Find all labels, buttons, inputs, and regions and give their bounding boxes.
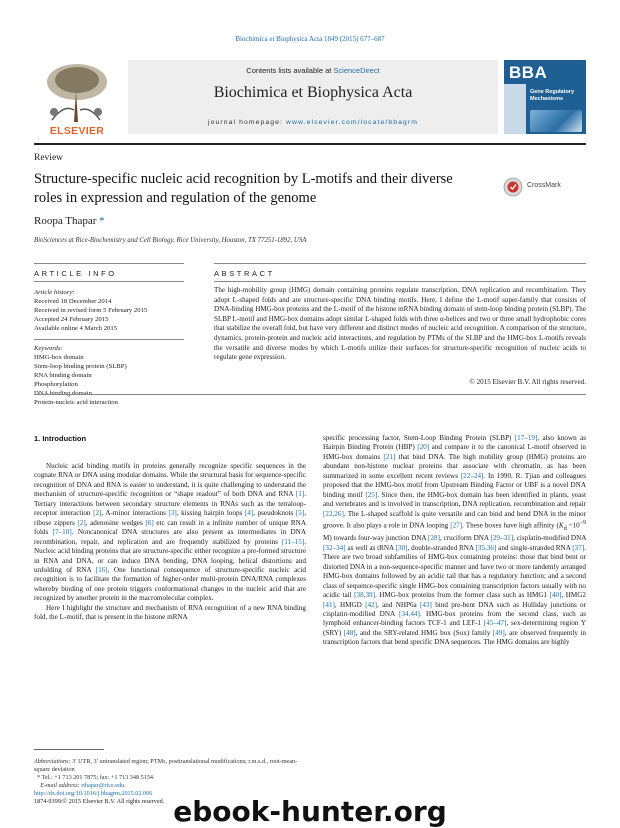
body-text: , cruciform DNA <box>439 534 491 543</box>
body-text: , ribose zippers <box>34 509 306 527</box>
citation-ref[interactable]: [42] <box>365 600 378 609</box>
citation-ref[interactable]: [21] <box>383 452 396 461</box>
body-text: , sex-determining region Y (SRY) <box>323 619 586 637</box>
body-text: ~10 <box>566 521 580 530</box>
body-text: . HMG-box proteins from the former class such as HMG1 <box>374 591 550 600</box>
citation-ref[interactable]: [17–19] <box>514 434 538 442</box>
introduction-heading: 1. Introduction <box>34 434 87 443</box>
citation-ref[interactable]: [25] <box>365 490 378 499</box>
history-item: Accepted 24 February 2015 <box>34 316 109 323</box>
citation-ref[interactable]: [3] <box>168 509 177 518</box>
crossmark-icon <box>503 177 523 197</box>
body-text: M) towards four-way junction DNA <box>323 534 429 543</box>
author-affiliation: BioSciences at Rice-Biochemistry and Cell Biology, Rice University, Houston, TX 77251-1892, USA <box>34 237 307 244</box>
corresponding-footnote: * Tel.: +1 713 201 7875; fax: +1 713 348 5154. <box>34 774 155 781</box>
keyword-item: Stem-loop binding protein (SLBP) <box>34 363 127 370</box>
journal-title: Biochimica et Biophysica Acta <box>213 84 413 101</box>
body-text: and single-stranded RNA <box>496 543 573 552</box>
elsevier-wordmark: ELSEVIER <box>49 125 105 137</box>
cover-side-strip <box>504 84 526 134</box>
abbreviations-footnote: Abbreviations: 3′ UTR, 3′ untranslated region; PTMs, posttranslational modifications; r.m.s.d., root-mean-square deviation <box>34 758 298 773</box>
body-text: , HMGD <box>334 600 366 609</box>
intro-paragraph-continued <box>323 434 586 648</box>
italic-text: K <box>558 521 564 530</box>
abstract-end-rule <box>34 394 586 395</box>
keyword-item: Phosphorylation <box>34 381 78 388</box>
article-type: Review <box>34 153 64 163</box>
body-text: . These boxes have high affinity ( <box>462 521 559 530</box>
body-text: , HMG2 <box>561 591 587 600</box>
article-info-block <box>34 288 184 407</box>
corresponding-author-mark[interactable]: * <box>96 215 105 227</box>
body-text: , double-stranded RNA <box>407 543 476 552</box>
citation-ref[interactable]: [41] <box>323 600 335 609</box>
abstract-heading: ABSTRACT <box>214 269 275 278</box>
article-info-rule-bottom <box>34 281 184 282</box>
body-text: as well as tRNA <box>345 543 396 552</box>
citation-ref[interactable]: [35,36] <box>475 543 497 552</box>
body-text: , kissing hairpin loops <box>176 509 245 518</box>
history-item: Received in revised form 5 February 2015 <box>34 307 148 314</box>
body-column-left <box>34 462 306 623</box>
citation-ref[interactable]: [29–31] <box>490 534 514 543</box>
body-text: and compare it to the canonical L-motif observed in HMG-box domains <box>323 443 586 461</box>
keywords-label: Keywords: <box>34 345 63 352</box>
cover-title: BBA <box>509 63 548 82</box>
keywords-divider <box>34 339 184 340</box>
journal-homepage: journal homepage: www.elsevier.com/locate/bbagrm <box>208 119 418 126</box>
body-text: , adenosine wedges <box>85 518 146 527</box>
abstract-text: The high-mobility group (HMG) domain containing proteins regulate transcription, DNA replication and recombination. They adopt L-shaped folds and are structure-specific DNA binding motifs. Here, I define the L-motif super-family that consists of DNA-binding HMG-box proteins and the L-motif of the histone mRNA binding domain of stem-loop binding protein (SLBP). The SLBP L-motif and HMG-box domains adopt similar L-shaped folds with three α-helices and two or three small hydrophobic cores that stabilize the overall fold, but have very different and distinct modes of nucleic acid recognition. A comparison of the structure, dynamics, protein-protein and nucleic acid interactions, and regulation by PTMs of the SLBP and the HMG-box L-motifs reveals the versatile and diverse modes by which L-motifs utilize their surfaces for structure-specific recognition of nucleic acids to regulate gene expression. <box>214 286 586 362</box>
citation-ref[interactable]: [11–15] <box>281 537 305 546</box>
citation-ref[interactable]: [49] <box>492 628 505 637</box>
author-line <box>34 215 105 227</box>
journal-citation[interactable]: Biochimica et Biophysica Acta 1849 (2015) 677–687 <box>235 35 385 43</box>
footnote-rule <box>34 749 104 750</box>
cover-subtitle: Gene Regulatory Mechanisms <box>530 89 575 102</box>
citation-ref[interactable]: [5] <box>295 509 305 518</box>
journal-masthead <box>34 60 586 137</box>
citation-ref[interactable]: [22,26] <box>323 509 344 518</box>
citation-ref[interactable]: [40] <box>549 591 562 600</box>
body-text: . The L-shaped scaffold is quite versatile and can bind and bend DNA in the minor groove. It also plays a role in DNA looping <box>323 509 586 530</box>
journal-cover-thumbnail[interactable] <box>504 60 586 134</box>
intro-paragraph-1 <box>34 462 306 604</box>
body-text: . There are two broad subfamilies of HMG-box containing proteins: those that bind bent or distorted DNA in a non-sequence-specific manner and have two or more tandemly arranged HMG-box domains followed by an acidic tail that has a regulatory function; and a second class of sequence-specific single HMG-box containing transcription factors usually with no acidic tail <box>323 543 586 600</box>
email-link[interactable]: rthapar@rice.edu <box>81 782 125 789</box>
citation-ref[interactable]: [32–34] <box>323 543 346 552</box>
author-name[interactable]: Roopa Thapar <box>34 215 97 227</box>
citation-ref[interactable]: [37] <box>572 543 585 552</box>
body-text: . Since then, the HMG-box domain has been identified in plants, yeast and vertebrates and is involved in transcription, DNA replication, recombination and repair <box>323 490 586 509</box>
citation-ref[interactable]: [34,44] <box>399 609 420 618</box>
crossmark-badge[interactable] <box>503 177 587 197</box>
article-title: Structure-specific nucleic acid recognition by L-motifs and their diverse roles in expression and regulation of the genome <box>34 171 453 206</box>
citation-ref[interactable]: [20] <box>417 443 430 452</box>
body-text: specific processing factor, Stem-Loop Binding Protein (SLBP) <box>323 434 515 442</box>
citation-ref[interactable]: [6] <box>145 518 154 527</box>
body-text: , A-minor interactions <box>101 509 169 518</box>
citation-ref[interactable]: [27] <box>450 521 463 530</box>
body-text: , cisplatin-modified DNA <box>513 534 586 543</box>
abbreviations-label: Abbreviations: <box>34 758 71 765</box>
citation-ref[interactable]: [38,39] <box>354 591 375 600</box>
citation-ref[interactable]: [1] <box>295 490 305 499</box>
footnote-star: * <box>34 774 42 781</box>
intro-paragraph-2: Here I highlight the structure and mechanism of RNA recognition of a new RNA binding fold, the L-motif, that is present in the histone mRNA <box>34 603 306 622</box>
body-text: , pseudoknots <box>253 509 296 518</box>
masthead-banner <box>128 60 498 134</box>
citation-ref[interactable]: [30] <box>395 543 408 552</box>
sciencedirect-link[interactable]: ScienceDirect <box>333 66 380 75</box>
citation-ref[interactable]: [2] <box>77 518 86 527</box>
body-text: . HMG-box proteins from the second class, such as lymphoid enhancer-binding factors TCF-1 and LEF-1 <box>323 609 586 628</box>
history-item: Available online 4 March 2015 <box>34 325 118 332</box>
superscript-text: −9 <box>579 520 586 527</box>
doi-link[interactable]: http://dx.doi.org/10.1016/j.bbagrm.2015.02.006 <box>34 790 153 797</box>
citation-ref[interactable]: [4] <box>244 509 254 518</box>
abstract-rule-top <box>214 263 586 264</box>
body-text: , and NHP6a <box>377 600 421 609</box>
article-info-heading: ARTICLE INFO <box>34 269 117 278</box>
homepage-link[interactable]: www.elsevier.com/locate/bbagrm <box>286 119 418 126</box>
citation-ref[interactable]: [28] <box>428 534 440 543</box>
citation-ref[interactable]: [43] <box>420 600 432 609</box>
email-footnote: E-mail address: rthapar@rice.edu. <box>40 782 126 789</box>
history-item: Received 18 December 2014 <box>34 298 112 305</box>
keyword-item: Protein-nucleic acid interaction <box>34 399 118 406</box>
body-text: . In 1990, R. Tjian and colleagues proposed that the HMG-box motif from Upstream Binding Factor or UBF is a novel DNA binding motif <box>323 471 586 499</box>
citation-ref[interactable]: [7–10] <box>52 528 72 537</box>
body-text: , are observed frequently in transcription factors that bend specific DNA sequences. The HMG domains are highly <box>323 628 586 647</box>
citation-ref[interactable]: [48] <box>343 628 356 637</box>
article-info-rule-top <box>34 263 184 264</box>
subscript-text: d <box>563 525 567 532</box>
body-text: , also known as Hairpin Binding Protein (HBP) <box>323 434 587 452</box>
footnotes <box>34 758 306 790</box>
body-text: Nucleic acid binding motifs in proteins generally recognize specific sequences in the cognate RNA or DNA using modular domains. While the structural basis for sequence-specific recognition of DNA and RNA is easier to understand, it is quite challenging to understand the mechanism of structure-specific recognition or “shape readout” of both DNA and RNA <box>34 462 306 499</box>
body-text: . Nucleic acid binding proteins that are structure-specific either recognize a pre-formed structure in RNA and DNA, or can induce DNA bending, DNA looping, helical distortions and unfolding of RNA <box>34 537 306 574</box>
elsevier-logo[interactable] <box>34 60 120 137</box>
citation-ref[interactable]: [45–47] <box>483 619 507 628</box>
watermark-text: ebook-hunter.org <box>173 795 447 828</box>
body-text: , and the SRY-related HMG box (Sox) family <box>355 628 493 637</box>
abstract-rule-bottom <box>214 281 586 282</box>
issn-line: 1874-9399/© 2015 Elsevier B.V. All rights reserved. <box>34 798 165 805</box>
keyword-item: RNA binding domain <box>34 372 92 379</box>
abstract-copyright: © 2015 Elsevier B.V. All rights reserved. <box>469 378 586 386</box>
body-text: . Tertiary interactions between secondary structure elements in RNAs such as the tetraloop-receptor interaction <box>34 490 306 518</box>
citation-ref[interactable]: [16] <box>95 565 108 574</box>
citation-ref[interactable]: [22–24] <box>460 471 484 480</box>
body-text: bind pre-bent DNA such as Holliday junctions or cisplatin-modified DNA <box>323 600 587 618</box>
history-label: Article history: <box>34 289 75 296</box>
crossmark-label: CrossMark <box>527 182 561 189</box>
elsevier-tree-icon <box>34 60 120 124</box>
body-text: . One functional consequence of structure-specific nucleic acid recognition is to facilitate the formation of higher-order multi-protein DNA/RNA complexes whereby binding of one protein triggers conformational changes in the nucleic acid that are recognized by another protein in the macromolecular complex. <box>34 565 306 603</box>
body-column-right <box>323 434 586 648</box>
body-text: etc can result in a infinite number of unique RNA folds <box>34 518 306 537</box>
keyword-item: HMG-box domain <box>34 354 84 361</box>
masthead-divider <box>34 143 586 145</box>
citation-ref[interactable]: [2] <box>93 509 102 518</box>
cover-artwork <box>530 110 582 132</box>
body-text: that bind DNA. The high mobility group (HMG) proteins are abundant non-histone nuclear proteins that associate with chromatin, as has been summarized in some excellent recent reviews <box>323 452 586 480</box>
contents-line: Contents lists available at ScienceDirect <box>246 66 380 75</box>
body-text: . Noncanonical DNA structures are also present as intermediates in DNA recombination, repair, and replication and are frequently stabilized by proteins <box>34 528 306 546</box>
